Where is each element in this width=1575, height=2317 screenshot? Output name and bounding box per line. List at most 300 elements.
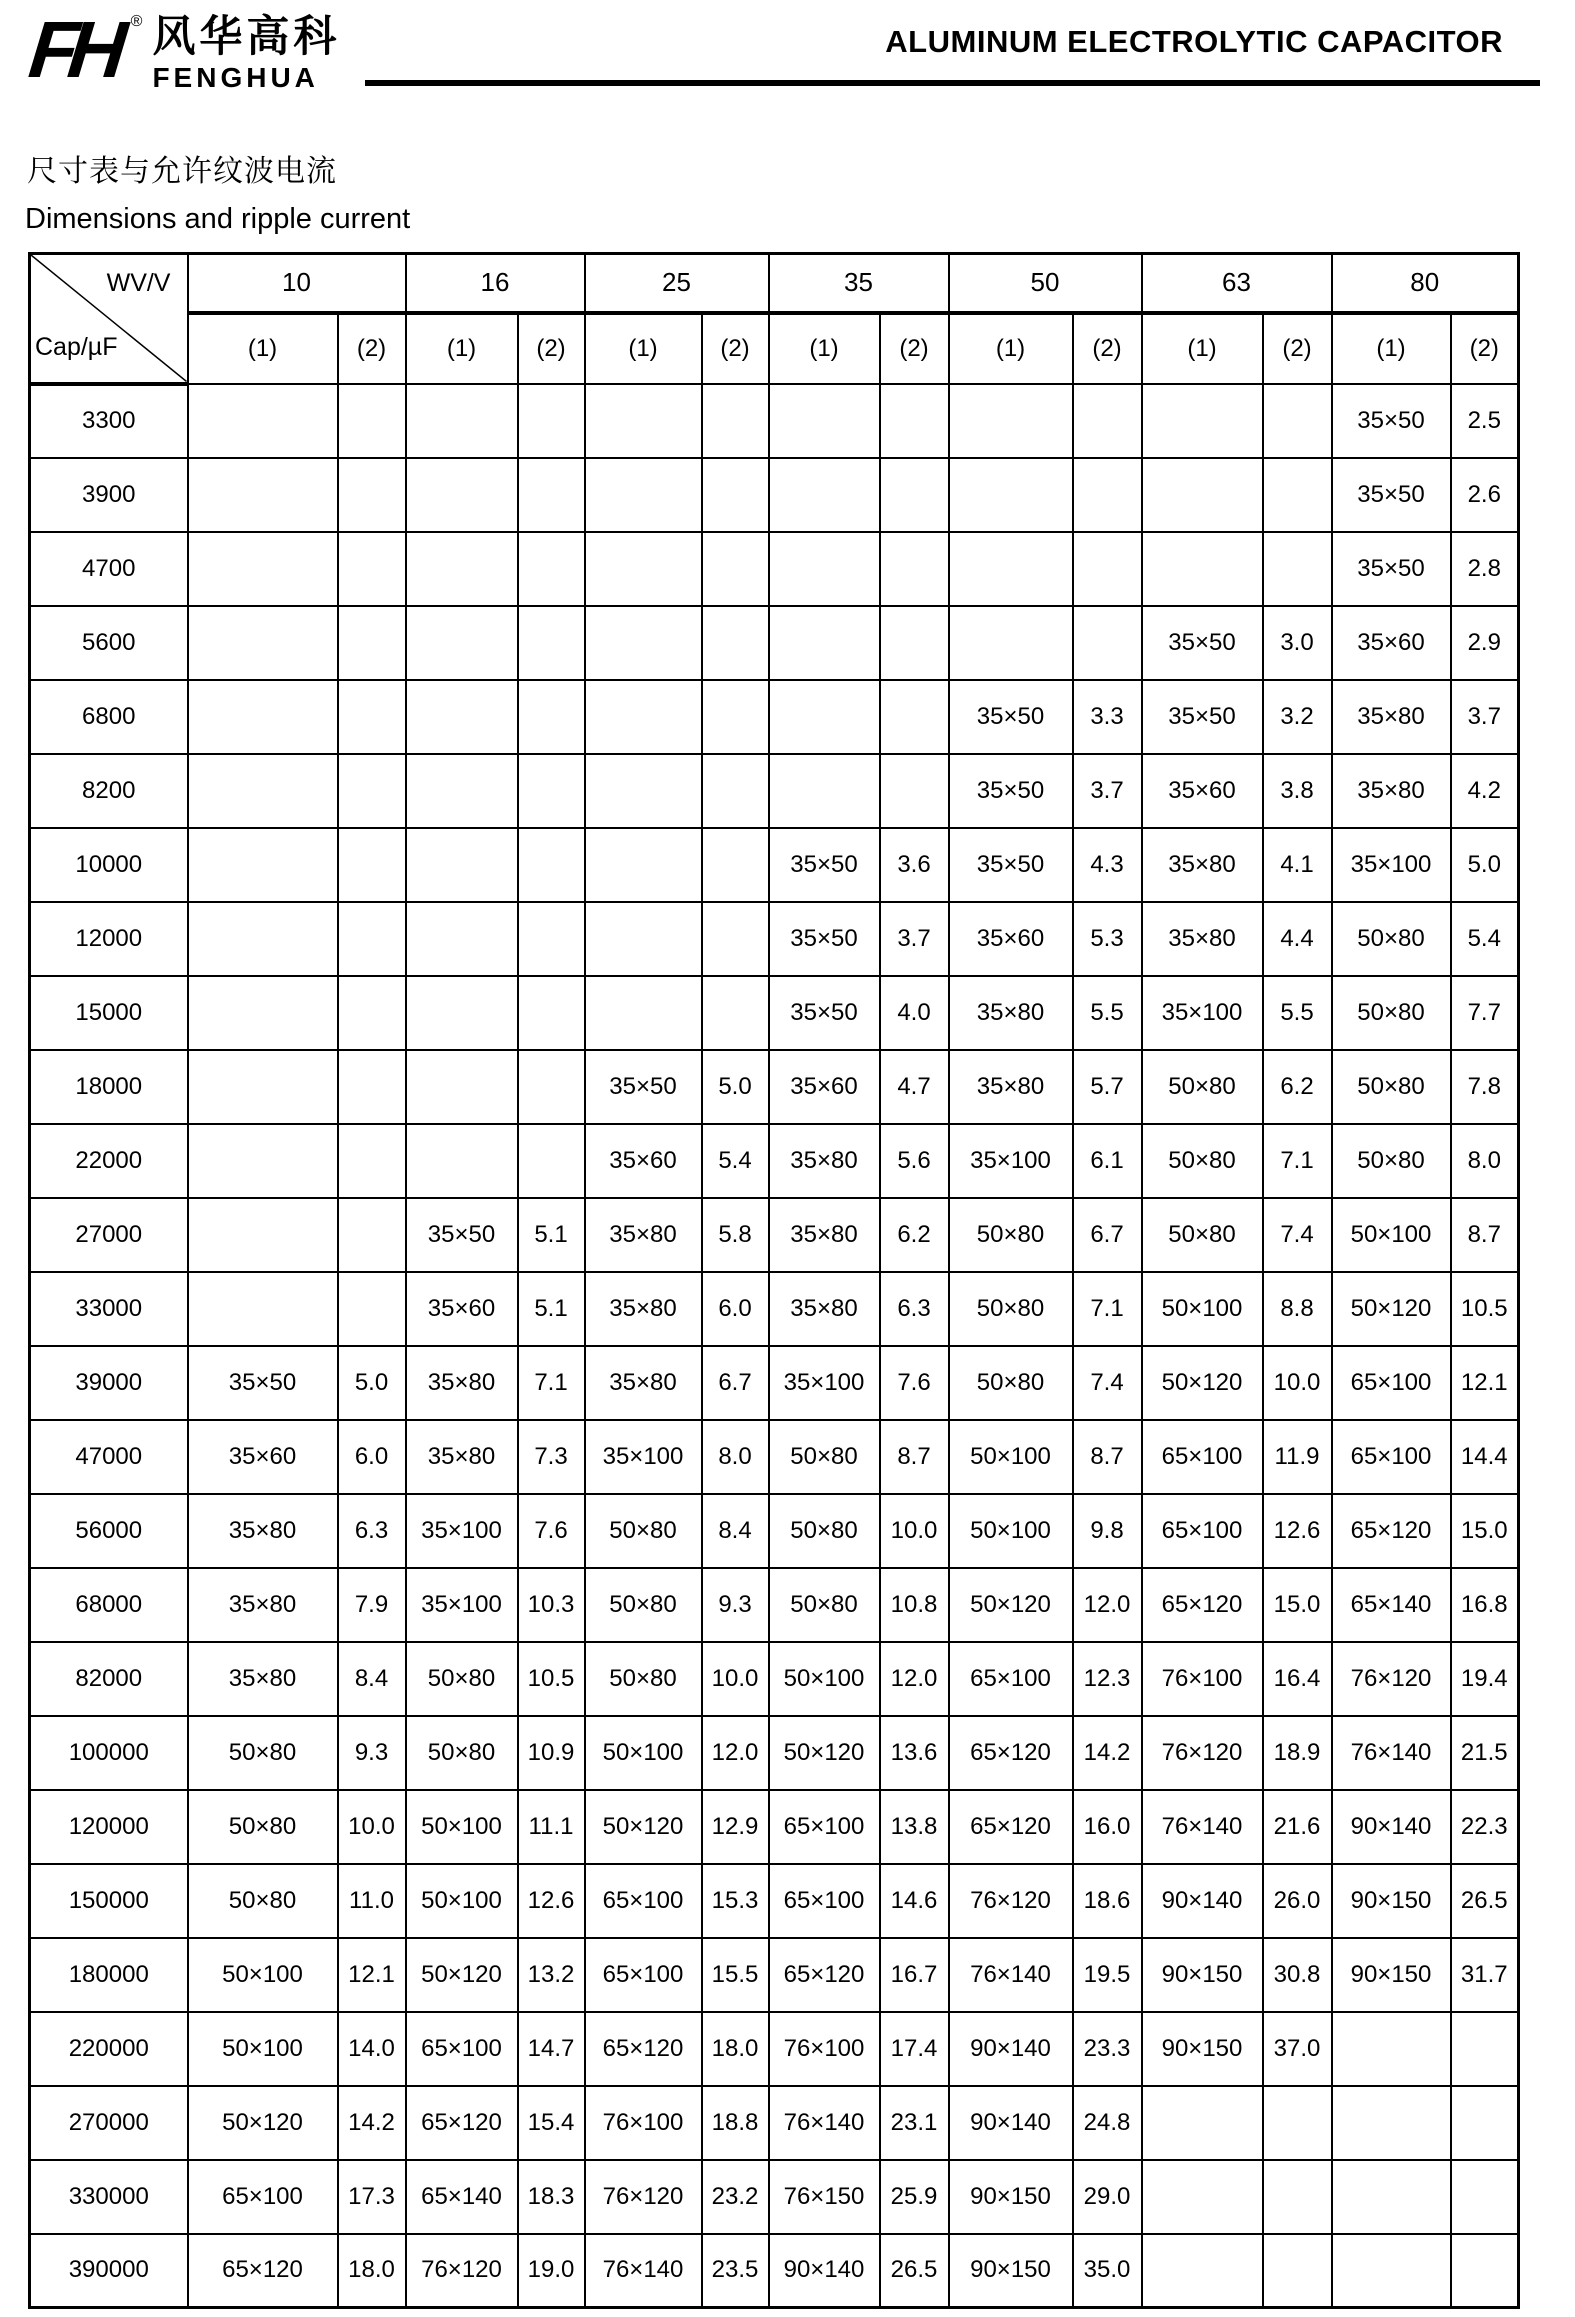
ripple-cell bbox=[338, 1050, 406, 1124]
table-row bbox=[30, 1938, 1519, 2012]
dim-cell: 65×100 bbox=[1142, 1494, 1263, 1568]
table-row bbox=[30, 384, 1519, 458]
dim-cell: 50×100 bbox=[1332, 1198, 1451, 1272]
ripple-cell: 6.7 bbox=[702, 1346, 769, 1420]
voltage-header-80: 80 bbox=[1332, 254, 1519, 313]
dim-cell bbox=[585, 532, 702, 606]
dim-cell: 35×50 bbox=[1332, 532, 1451, 606]
ripple-cell: 7.7 bbox=[1451, 976, 1519, 1050]
table-row bbox=[30, 1050, 1519, 1124]
brand-name-english: FENGHUA bbox=[152, 62, 319, 93]
dim-cell: 50×120 bbox=[1142, 1346, 1263, 1420]
dim-cell: 35×100 bbox=[769, 1346, 880, 1420]
dim-cell bbox=[769, 384, 880, 458]
dim-cell bbox=[949, 606, 1073, 680]
dim-cell bbox=[406, 384, 518, 458]
cap-cell: 47000 bbox=[30, 1420, 188, 1494]
cap-cell: 3300 bbox=[30, 384, 188, 458]
ripple-cell: 16.7 bbox=[880, 1938, 949, 2012]
ripple-cell: 5.1 bbox=[518, 1272, 585, 1346]
ripple-cell bbox=[702, 680, 769, 754]
ripple-cell bbox=[1451, 2234, 1519, 2308]
dim-cell bbox=[1142, 2086, 1263, 2160]
voltage-header-16: 16 bbox=[406, 254, 585, 313]
cap-cell: 150000 bbox=[30, 1864, 188, 1938]
dim-cell bbox=[949, 532, 1073, 606]
ripple-cell bbox=[338, 902, 406, 976]
dim-cell: 35×80 bbox=[1332, 680, 1451, 754]
dim-cell bbox=[949, 384, 1073, 458]
cap-cell: 12000 bbox=[30, 902, 188, 976]
ripple-cell bbox=[1263, 2086, 1332, 2160]
ripple-cell: 10.0 bbox=[338, 1790, 406, 1864]
ripple-cell: 12.6 bbox=[1263, 1494, 1332, 1568]
ripple-cell: 5.5 bbox=[1073, 976, 1142, 1050]
dim-cell: 35×50 bbox=[585, 1050, 702, 1124]
ripple-cell: 11.9 bbox=[1263, 1420, 1332, 1494]
dim-cell: 76×150 bbox=[769, 2160, 880, 2234]
dim-cell bbox=[585, 458, 702, 532]
dim-cell: 50×80 bbox=[585, 1568, 702, 1642]
dim-cell: 35×80 bbox=[949, 1050, 1073, 1124]
ripple-cell: 15.5 bbox=[702, 1938, 769, 2012]
ripple-cell: 19.0 bbox=[518, 2234, 585, 2308]
corner-label-wv: WV/V bbox=[106, 269, 171, 297]
table-row bbox=[30, 1198, 1519, 1272]
dim-cell: 35×60 bbox=[585, 1124, 702, 1198]
dim-cell: 35×60 bbox=[1142, 754, 1263, 828]
dim-cell: 76×100 bbox=[585, 2086, 702, 2160]
cap-cell: 180000 bbox=[30, 1938, 188, 2012]
table-row bbox=[30, 1346, 1519, 1420]
dim-cell bbox=[406, 680, 518, 754]
dim-cell bbox=[585, 680, 702, 754]
subcol-header-ripple: (2) bbox=[1263, 313, 1332, 384]
ripple-cell: 4.7 bbox=[880, 1050, 949, 1124]
dim-cell: 35×80 bbox=[406, 1420, 518, 1494]
dim-cell: 35×80 bbox=[769, 1198, 880, 1272]
dim-cell: 76×140 bbox=[1142, 1790, 1263, 1864]
ripple-cell: 8.4 bbox=[338, 1642, 406, 1716]
dim-cell: 50×100 bbox=[769, 1642, 880, 1716]
dim-cell: 35×50 bbox=[1332, 458, 1451, 532]
dim-cell: 65×120 bbox=[769, 1938, 880, 2012]
table-row bbox=[30, 2160, 1519, 2234]
ripple-cell: 4.4 bbox=[1263, 902, 1332, 976]
ripple-cell bbox=[338, 1124, 406, 1198]
voltage-header-10: 10 bbox=[188, 254, 406, 313]
ripple-cell: 7.3 bbox=[518, 1420, 585, 1494]
dim-cell: 76×140 bbox=[769, 2086, 880, 2160]
table-row bbox=[30, 2012, 1519, 2086]
dim-cell: 65×120 bbox=[1142, 1568, 1263, 1642]
subcol-header-case-size: (1) bbox=[949, 313, 1073, 384]
ripple-cell: 5.0 bbox=[1451, 828, 1519, 902]
table-row bbox=[30, 458, 1519, 532]
ripple-cell: 11.0 bbox=[338, 1864, 406, 1938]
cap-cell: 330000 bbox=[30, 2160, 188, 2234]
dim-cell bbox=[188, 606, 338, 680]
cap-cell: 4700 bbox=[30, 532, 188, 606]
dim-cell: 50×80 bbox=[949, 1346, 1073, 1420]
ripple-cell: 7.6 bbox=[880, 1346, 949, 1420]
ripple-cell: 2.6 bbox=[1451, 458, 1519, 532]
ripple-cell: 12.9 bbox=[702, 1790, 769, 1864]
dim-cell: 65×100 bbox=[406, 2012, 518, 2086]
dim-cell: 35×100 bbox=[949, 1124, 1073, 1198]
ripple-cell: 14.4 bbox=[1451, 1420, 1519, 1494]
subcol-header-case-size: (1) bbox=[1142, 313, 1263, 384]
ripple-cell bbox=[702, 976, 769, 1050]
ripple-cell: 7.8 bbox=[1451, 1050, 1519, 1124]
table-row bbox=[30, 606, 1519, 680]
cap-cell: 5600 bbox=[30, 606, 188, 680]
ripple-cell: 10.3 bbox=[518, 1568, 585, 1642]
ripple-cell: 12.6 bbox=[518, 1864, 585, 1938]
ripple-cell: 26.0 bbox=[1263, 1864, 1332, 1938]
ripple-cell: 18.9 bbox=[1263, 1716, 1332, 1790]
dim-cell: 65×120 bbox=[585, 2012, 702, 2086]
ripple-cell: 10.0 bbox=[1263, 1346, 1332, 1420]
ripple-cell: 19.5 bbox=[1073, 1938, 1142, 2012]
dim-cell: 35×80 bbox=[1332, 754, 1451, 828]
ripple-cell bbox=[1073, 532, 1142, 606]
ripple-cell: 6.2 bbox=[880, 1198, 949, 1272]
ripple-cell: 12.1 bbox=[338, 1938, 406, 2012]
ripple-cell bbox=[518, 902, 585, 976]
table-head bbox=[30, 254, 1519, 384]
ripple-cell bbox=[880, 532, 949, 606]
subcol-header-case-size: (1) bbox=[585, 313, 702, 384]
dim-cell: 35×80 bbox=[769, 1124, 880, 1198]
ripple-cell bbox=[338, 754, 406, 828]
subcol-header-ripple: (2) bbox=[1073, 313, 1142, 384]
dim-cell: 50×80 bbox=[1142, 1198, 1263, 1272]
ripple-cell bbox=[338, 384, 406, 458]
dim-cell bbox=[1332, 2160, 1451, 2234]
ripple-cell: 8.4 bbox=[702, 1494, 769, 1568]
ripple-cell: 14.7 bbox=[518, 2012, 585, 2086]
ripple-cell: 37.0 bbox=[1263, 2012, 1332, 2086]
ripple-cell: 14.2 bbox=[1073, 1716, 1142, 1790]
subcol-header-ripple: (2) bbox=[338, 313, 406, 384]
voltage-header-50: 50 bbox=[949, 254, 1142, 313]
dim-cell: 35×80 bbox=[585, 1272, 702, 1346]
dim-cell bbox=[406, 532, 518, 606]
ripple-cell: 12.0 bbox=[1073, 1568, 1142, 1642]
dim-cell bbox=[188, 680, 338, 754]
ripple-cell bbox=[518, 1050, 585, 1124]
dim-cell: 76×140 bbox=[585, 2234, 702, 2308]
ripple-cell: 21.5 bbox=[1451, 1716, 1519, 1790]
dim-cell: 35×100 bbox=[1142, 976, 1263, 1050]
ripple-cell: 3.6 bbox=[880, 828, 949, 902]
dim-cell bbox=[188, 1198, 338, 1272]
dim-cell: 50×80 bbox=[1142, 1050, 1263, 1124]
dim-cell: 76×100 bbox=[769, 2012, 880, 2086]
dim-cell bbox=[406, 828, 518, 902]
cap-cell: 220000 bbox=[30, 2012, 188, 2086]
dim-cell: 35×80 bbox=[1142, 828, 1263, 902]
dim-cell: 76×120 bbox=[949, 1864, 1073, 1938]
dim-cell: 50×80 bbox=[1332, 902, 1451, 976]
table-row bbox=[30, 680, 1519, 754]
dim-cell: 65×100 bbox=[188, 2160, 338, 2234]
cap-cell: 15000 bbox=[30, 976, 188, 1050]
ripple-cell: 12.1 bbox=[1451, 1346, 1519, 1420]
table-row bbox=[30, 1864, 1519, 1938]
dim-cell: 35×100 bbox=[406, 1494, 518, 1568]
ripple-cell bbox=[880, 680, 949, 754]
dim-cell: 35×60 bbox=[406, 1272, 518, 1346]
ripple-cell: 5.3 bbox=[1073, 902, 1142, 976]
ripple-cell bbox=[518, 384, 585, 458]
subcol-header-row bbox=[30, 313, 1519, 384]
dim-cell bbox=[188, 384, 338, 458]
page-title: ALUMINUM ELECTROLYTIC CAPACITOR bbox=[885, 24, 1503, 59]
ripple-cell: 18.6 bbox=[1073, 1864, 1142, 1938]
masthead bbox=[25, 5, 341, 94]
dim-cell bbox=[1142, 458, 1263, 532]
ripple-cell: 29.0 bbox=[1073, 2160, 1142, 2234]
cap-cell: 270000 bbox=[30, 2086, 188, 2160]
ripple-cell bbox=[880, 606, 949, 680]
brand-text bbox=[152, 13, 341, 94]
table-row bbox=[30, 1790, 1519, 1864]
cap-cell: 18000 bbox=[30, 1050, 188, 1124]
ripple-cell: 18.0 bbox=[702, 2012, 769, 2086]
ripple-cell: 6.2 bbox=[1263, 1050, 1332, 1124]
ripple-cell: 8.7 bbox=[880, 1420, 949, 1494]
ripple-cell: 14.0 bbox=[338, 2012, 406, 2086]
dim-cell: 50×120 bbox=[949, 1568, 1073, 1642]
ripple-cell: 4.3 bbox=[1073, 828, 1142, 902]
dim-cell bbox=[1142, 532, 1263, 606]
dim-cell: 35×100 bbox=[406, 1568, 518, 1642]
header-rule bbox=[365, 80, 1540, 86]
table-row bbox=[30, 1272, 1519, 1346]
dim-cell bbox=[188, 1124, 338, 1198]
dim-cell: 35×80 bbox=[949, 976, 1073, 1050]
dim-cell: 65×100 bbox=[585, 1864, 702, 1938]
dim-cell: 90×140 bbox=[949, 2012, 1073, 2086]
ripple-cell: 10.0 bbox=[702, 1642, 769, 1716]
table-row bbox=[30, 532, 1519, 606]
ripple-cell: 31.7 bbox=[1451, 1938, 1519, 2012]
dim-cell: 35×50 bbox=[1142, 680, 1263, 754]
ripple-cell: 3.7 bbox=[1451, 680, 1519, 754]
ripple-cell bbox=[338, 532, 406, 606]
ripple-cell bbox=[1073, 384, 1142, 458]
ripple-cell: 30.8 bbox=[1263, 1938, 1332, 2012]
ripple-cell: 15.3 bbox=[702, 1864, 769, 1938]
dim-cell: 76×120 bbox=[585, 2160, 702, 2234]
ripple-cell: 6.1 bbox=[1073, 1124, 1142, 1198]
ripple-cell: 16.4 bbox=[1263, 1642, 1332, 1716]
cap-cell: 33000 bbox=[30, 1272, 188, 1346]
cap-cell: 39000 bbox=[30, 1346, 188, 1420]
table-row bbox=[30, 1420, 1519, 1494]
dim-cell: 76×140 bbox=[1332, 1716, 1451, 1790]
section-title-chinese: 尺寸表与允许纹波电流 bbox=[27, 155, 337, 188]
table-row bbox=[30, 1124, 1519, 1198]
section-title-english: Dimensions and ripple current bbox=[25, 203, 411, 235]
ripple-cell: 13.2 bbox=[518, 1938, 585, 2012]
dim-cell: 50×80 bbox=[1142, 1124, 1263, 1198]
dim-cell bbox=[585, 606, 702, 680]
ripple-cell bbox=[1263, 532, 1332, 606]
subcol-header-ripple: (2) bbox=[1451, 313, 1519, 384]
dim-cell bbox=[188, 902, 338, 976]
ripple-cell: 24.8 bbox=[1073, 2086, 1142, 2160]
ripple-cell: 7.9 bbox=[338, 1568, 406, 1642]
ripple-cell bbox=[1263, 458, 1332, 532]
dim-cell: 50×80 bbox=[769, 1568, 880, 1642]
dim-cell bbox=[585, 976, 702, 1050]
dim-cell: 65×100 bbox=[949, 1642, 1073, 1716]
dim-cell bbox=[188, 532, 338, 606]
ripple-cell: 8.8 bbox=[1263, 1272, 1332, 1346]
ripple-cell: 10.9 bbox=[518, 1716, 585, 1790]
table-row bbox=[30, 1568, 1519, 1642]
ripple-cell: 15.0 bbox=[1263, 1568, 1332, 1642]
dim-cell: 90×140 bbox=[1142, 1864, 1263, 1938]
dim-cell: 50×100 bbox=[949, 1420, 1073, 1494]
subcol-header-case-size: (1) bbox=[1332, 313, 1451, 384]
cap-cell: 68000 bbox=[30, 1568, 188, 1642]
ripple-cell: 3.2 bbox=[1263, 680, 1332, 754]
dim-cell: 50×100 bbox=[188, 1938, 338, 2012]
dim-cell bbox=[406, 1124, 518, 1198]
registered-trademark-icon: ® bbox=[130, 13, 143, 30]
ripple-cell bbox=[702, 458, 769, 532]
ripple-cell: 22.3 bbox=[1451, 1790, 1519, 1864]
ripple-cell bbox=[518, 828, 585, 902]
dim-cell bbox=[585, 754, 702, 828]
subcol-header-case-size: (1) bbox=[769, 313, 880, 384]
ripple-cell bbox=[880, 754, 949, 828]
ripple-cell: 10.8 bbox=[880, 1568, 949, 1642]
dim-cell: 50×80 bbox=[585, 1494, 702, 1568]
dim-cell: 35×100 bbox=[1332, 828, 1451, 902]
dim-cell: 35×60 bbox=[1332, 606, 1451, 680]
dim-cell bbox=[188, 754, 338, 828]
ripple-cell: 19.4 bbox=[1451, 1642, 1519, 1716]
corner-label-cap: Cap/µF bbox=[35, 332, 118, 361]
ripple-cell bbox=[702, 606, 769, 680]
dim-cell: 90×140 bbox=[769, 2234, 880, 2308]
ripple-cell: 7.6 bbox=[518, 1494, 585, 1568]
table-row bbox=[30, 2086, 1519, 2160]
ripple-cell: 23.1 bbox=[880, 2086, 949, 2160]
ripple-cell bbox=[338, 1198, 406, 1272]
dim-cell: 50×100 bbox=[1142, 1272, 1263, 1346]
ripple-cell: 6.3 bbox=[880, 1272, 949, 1346]
ripple-cell: 12.3 bbox=[1073, 1642, 1142, 1716]
dim-cell: 35×50 bbox=[769, 976, 880, 1050]
ripple-cell: 8.7 bbox=[1451, 1198, 1519, 1272]
dim-cell: 50×80 bbox=[769, 1420, 880, 1494]
dim-cell: 50×120 bbox=[1332, 1272, 1451, 1346]
dim-cell: 35×60 bbox=[188, 1420, 338, 1494]
dim-cell: 50×80 bbox=[188, 1864, 338, 1938]
brand-name-chinese: 风华高科 bbox=[152, 13, 341, 61]
table-row bbox=[30, 1494, 1519, 1568]
dim-cell: 35×50 bbox=[1142, 606, 1263, 680]
dim-cell: 35×80 bbox=[188, 1494, 338, 1568]
ripple-cell: 8.0 bbox=[702, 1420, 769, 1494]
ripple-cell bbox=[338, 828, 406, 902]
voltage-header-row bbox=[30, 254, 1519, 313]
dim-cell: 65×140 bbox=[1332, 1568, 1451, 1642]
ripple-cell bbox=[338, 976, 406, 1050]
ripple-cell: 17.4 bbox=[880, 2012, 949, 2086]
ripple-cell: 7.1 bbox=[518, 1346, 585, 1420]
fenghua-logo-icon: FH bbox=[25, 5, 122, 94]
cap-cell: 82000 bbox=[30, 1642, 188, 1716]
ripple-cell: 25.9 bbox=[880, 2160, 949, 2234]
dim-cell: 90×150 bbox=[949, 2160, 1073, 2234]
cap-cell: 3900 bbox=[30, 458, 188, 532]
dim-cell: 65×100 bbox=[1142, 1420, 1263, 1494]
ripple-cell: 7.1 bbox=[1073, 1272, 1142, 1346]
ripple-cell: 10.5 bbox=[1451, 1272, 1519, 1346]
dim-cell bbox=[406, 902, 518, 976]
ripple-cell bbox=[1263, 384, 1332, 458]
ripple-cell bbox=[338, 680, 406, 754]
ripple-cell: 21.6 bbox=[1263, 1790, 1332, 1864]
dim-cell: 50×120 bbox=[188, 2086, 338, 2160]
cap-cell: 22000 bbox=[30, 1124, 188, 1198]
dim-cell: 35×50 bbox=[949, 680, 1073, 754]
dim-cell: 35×50 bbox=[949, 754, 1073, 828]
dim-cell: 50×80 bbox=[406, 1716, 518, 1790]
voltage-header-63: 63 bbox=[1142, 254, 1332, 313]
dim-cell bbox=[1332, 2012, 1451, 2086]
table-row bbox=[30, 828, 1519, 902]
ripple-cell: 5.6 bbox=[880, 1124, 949, 1198]
dim-cell: 50×80 bbox=[188, 1716, 338, 1790]
dim-cell: 76×140 bbox=[949, 1938, 1073, 2012]
dim-cell: 50×80 bbox=[1332, 1050, 1451, 1124]
dim-cell bbox=[769, 680, 880, 754]
dim-cell bbox=[769, 458, 880, 532]
cap-cell: 27000 bbox=[30, 1198, 188, 1272]
dim-cell: 50×80 bbox=[769, 1494, 880, 1568]
dim-cell: 35×80 bbox=[769, 1272, 880, 1346]
ripple-cell: 11.1 bbox=[518, 1790, 585, 1864]
dim-cell bbox=[769, 754, 880, 828]
dim-cell bbox=[585, 902, 702, 976]
ripple-cell: 3.7 bbox=[880, 902, 949, 976]
ripple-cell: 16.0 bbox=[1073, 1790, 1142, 1864]
dim-cell bbox=[1332, 2086, 1451, 2160]
ripple-cell: 4.1 bbox=[1263, 828, 1332, 902]
ripple-cell: 2.9 bbox=[1451, 606, 1519, 680]
voltage-header-25: 25 bbox=[585, 254, 769, 313]
dim-cell bbox=[406, 976, 518, 1050]
cap-cell: 10000 bbox=[30, 828, 188, 902]
dim-cell: 90×140 bbox=[949, 2086, 1073, 2160]
dim-cell: 65×120 bbox=[406, 2086, 518, 2160]
ripple-cell: 18.8 bbox=[702, 2086, 769, 2160]
table-row bbox=[30, 1642, 1519, 1716]
ripple-cell: 8.7 bbox=[1073, 1420, 1142, 1494]
ripple-cell bbox=[338, 606, 406, 680]
dim-cell: 50×100 bbox=[188, 2012, 338, 2086]
ripple-cell: 8.0 bbox=[1451, 1124, 1519, 1198]
dim-cell: 35×80 bbox=[188, 1568, 338, 1642]
